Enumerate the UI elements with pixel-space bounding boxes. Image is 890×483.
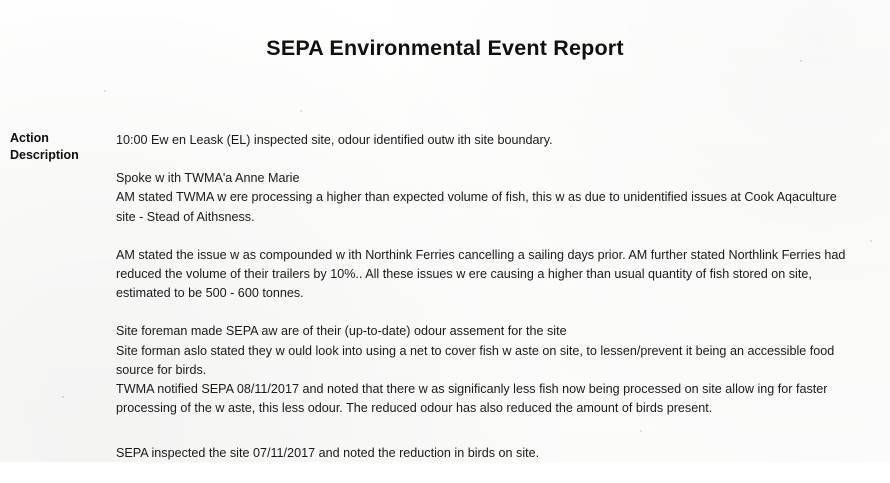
scan-speck (62, 396, 64, 398)
page-title: SEPA Environmental Event Report (266, 36, 624, 60)
scan-speck (104, 90, 106, 92)
paragraph-5 (116, 444, 856, 463)
action-description-body (116, 131, 856, 483)
field-label-line-1: Action (10, 131, 49, 145)
paragraph-3 (116, 246, 856, 304)
paragraph-3-text: AM stated the issue w as compounded w ith Northink Ferries cancelling a sailing days prior. AM further stated Northlink Ferries had reduced the volume of their trailers by 10%.. All these issues w ere causing a higher than usual quantity of fish stored on site, estimated to be 500 - 600 tonnes. (116, 247, 846, 301)
paragraph-1-text: 10:00 Ew en Leask (EL) inspected site, odour identified outw ith site boundary. (116, 133, 553, 147)
scan-speck (300, 110, 302, 112)
scan-speck (640, 430, 642, 432)
paragraph-5-text: SEPA inspected the site 07/11/2017 and noted the reduction in birds on site. (116, 446, 540, 461)
field-label-action-description (10, 130, 105, 164)
scan-speck (870, 240, 872, 242)
paragraph-gap (116, 418, 856, 444)
field-label-line-2: Description (10, 148, 79, 162)
scan-speck (800, 60, 802, 62)
paragraph-4-text: Site foreman made SEPA aw are of their (up-to-date) odour assement for the site Site forman aslo stated they w ould look into using a net to cover fish w aste on site, to lessen/prevent it being an accessible food source for birds. TWMA notified SEPA 08/11/2017 and noted that there w as significanly less fish now being processed on site allow ing for faster processing of the w aste, this less odour. The reduced odour has also reduced the amount of birds present. (116, 324, 835, 416)
paragraph-4 (116, 322, 856, 418)
paragraph-2 (116, 169, 856, 227)
paragraph-2-text: Spoke w ith TWMA'a Anne Marie AM stated TWMA w ere processing a higher than expected volume of fish, this w as due to unidentified issues at Cook Aqaculture site - Stead of Aithsness. (116, 171, 837, 224)
paragraph-1 (116, 131, 856, 150)
